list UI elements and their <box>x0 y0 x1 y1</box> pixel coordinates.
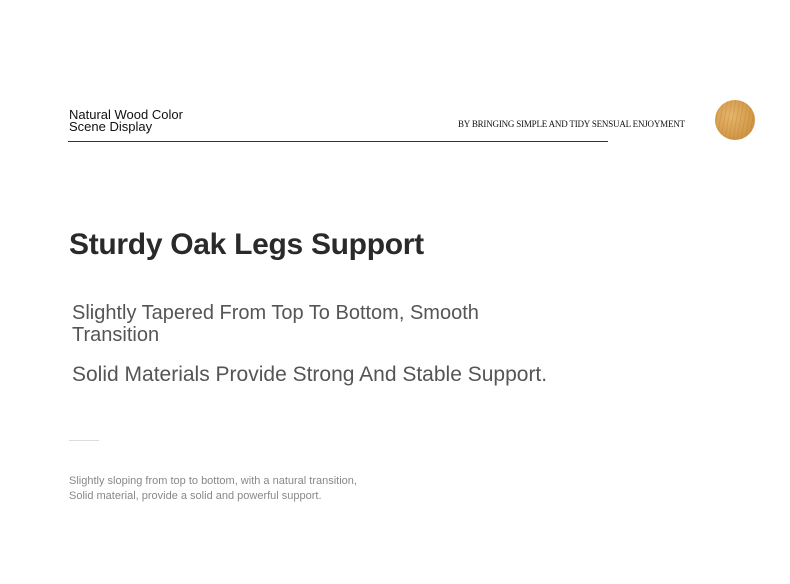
feature-text-2: Solid Materials Provide Strong And Stable Support. <box>72 363 548 386</box>
main-title: Sturdy Oak Legs Support <box>69 228 424 261</box>
header-label-line-1: Natural Wood Color <box>69 107 183 122</box>
header-tagline: BY BRINGING SIMPLE AND TIDY SENSUAL ENJOYMENT <box>458 119 685 129</box>
header-divider <box>68 141 608 142</box>
description-divider <box>69 440 99 441</box>
description <box>69 474 357 504</box>
description-line-1: Slightly sloping from top to bottom, with a natural transition, <box>69 475 357 487</box>
description-line-2: Solid material, provide a solid and powerful support. <box>69 490 322 502</box>
feature-text-1: Slightly Tapered From Top To Bottom, Smooth Transition <box>72 302 479 346</box>
header-section-label <box>69 109 183 133</box>
header-label-line-2: Scene Display <box>69 119 153 134</box>
wood-color-swatch <box>715 100 755 140</box>
